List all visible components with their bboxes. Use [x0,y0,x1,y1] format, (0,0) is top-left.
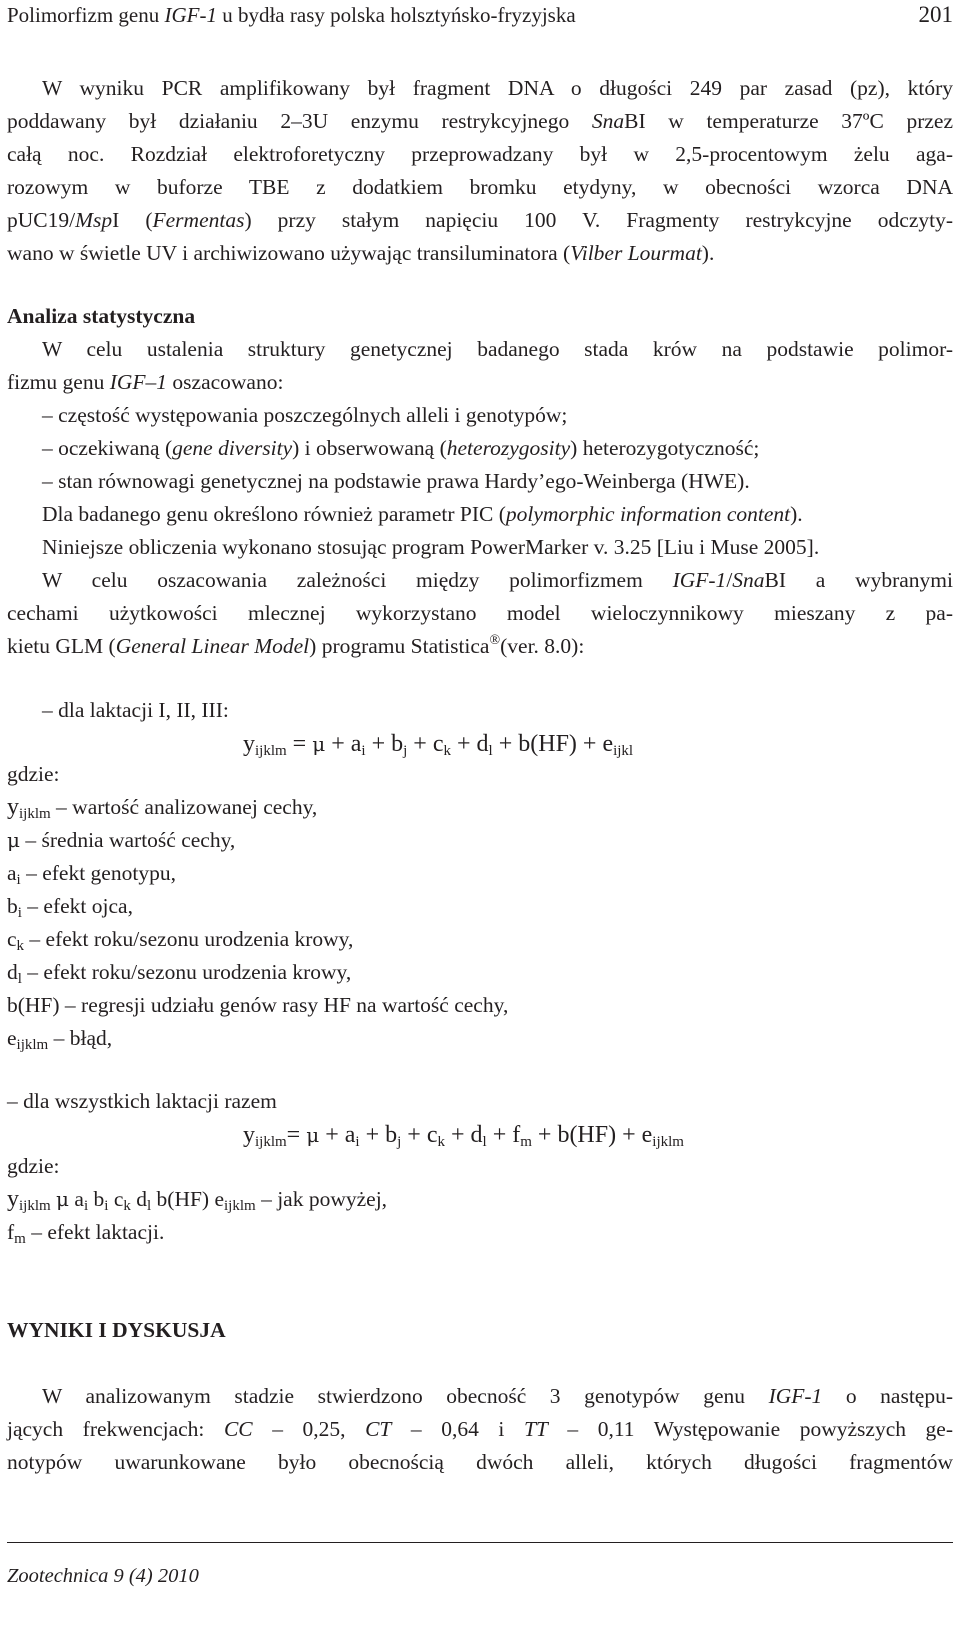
text-line: fizmu genu IGF–1 oszacowano: [7,370,284,394]
stats-section [7,300,953,663]
methods-paragraph [7,72,953,270]
text-line: Niniejsze obliczenia wykonano stosując program PowerMarker v. 3.25 [Liu i Muse 2005]. [42,535,820,559]
text-line: notypów uwarunkowane było obecnością dwóch alleli, których długości fragmentów [7,1450,953,1474]
list-item: – oczekiwaną (gene diversity) i obserwowaną (heterozygosity) heterozygotyczność; [42,436,760,460]
results-section [7,1314,953,1347]
list-item: – stan równowagi genetycznej na podstawie prawa Hardy’ego-Weinberga (HWE). [42,469,750,493]
definition-line: $d_l$ – efekt roku/sezonu urodzenia krowy, [7,960,352,987]
page-number: 201 [918,2,953,27]
definition-line: b(HF) – regresji udziału genów rasy HF na wartość cechy, [7,993,509,1017]
text-line: W celu ustalenia struktury genetycznej badanego stada krów na podstawie polimor- [42,337,953,361]
text-line: cechami użytkowości mlecznej wykorzystano model wieloczynnikowy mieszany z pa- [7,601,953,625]
text-line: pUC19/MspI (Fermentas) przy stałym napięciu 100 V. Fragmenty restrykcyjne odczyty- [7,208,953,232]
model2-section [7,1085,953,1118]
definition-line: $f_m$ – efekt laktacji. [7,1220,165,1247]
gdzie-label: gdzie: [7,762,60,786]
text-line: W wyniku PCR amplifikowany był fragment DNA o długości 249 par zasad (pz), który [42,76,953,100]
text-line: kietu GLM (General Linear Model) programu Statistica®(ver. 8.0): [7,633,585,658]
model-label: – dla wszystkich laktacji razem [7,1089,277,1113]
text-line: W celu oszacowania zależności między polimorfizmem IGF-1/SnaBI a wybranymi [42,568,954,592]
definition-line: $b_i$ – efekt ojca, [7,894,133,921]
definition-line: μ – średnia wartość cechy, [7,828,236,852]
model2-formula: $y_{ijklm}= \mu + a_i + b_j + c_k + d_l + f_m + b(HF) + e_{ijklm}$ [243,1122,684,1150]
text-line: rozowym w buforze TBE z dodatkiem bromku etydyny, w obecności wzorca DNA [7,175,953,199]
section-heading: WYNIKI I DYSKUSJA [7,1318,226,1342]
running-title: Polimorfizm genu IGF-1 u bydła rasy polska holsztyńsko-fryzyjska [7,3,576,27]
text-line: W analizowanym stadzie stwierdzono obecność 3 genotypów genu IGF-1 o następu- [42,1384,953,1408]
text-line: wano w świetle UV i archiwizowano używając transiluminatora (Vilber Lourmat). [7,241,715,265]
journal-footer: Zootechnica 9 (4) 2010 [7,1565,199,1587]
text-line: jących frekwencjach: CC – 0,25, CT – 0,64 i TT – 0,11 Występowanie powyższych ge- [7,1417,953,1441]
definition-line: $c_k$ – efekt roku/sezonu urodzenia krowy, [7,927,354,954]
model2-definitions [7,1150,953,1249]
definition-line: $y_{ijklm}$ – wartość analizowanej cechy, [7,794,318,822]
model1-formula: $y_{ijklm} = \mu + a_i + b_j + c_k + d_l + b(HF) + e_{ijkl}$ [243,731,634,759]
definition-line: $y_{ijklm}$ μ $a_i$ $b_i$ $c_k$ $d_l$ b(HF) $e_{ijklm}$ – jak powyżej, [7,1186,388,1214]
gdzie-label: gdzie: [7,1154,60,1178]
text-line: całą noc. Rozdział elektroforetyczny przeprowadzany był w 2,5-procentowym żelu aga- [7,142,953,166]
footer-rule [7,1542,953,1543]
definition-line: $a_i$ – efekt genotypu, [7,861,176,888]
results-paragraph [7,1380,953,1479]
model1-section [7,694,953,727]
text-line: Dla badanego genu określono również parametr PIC (polymorphic information content). [42,502,803,526]
model-label: – dla laktacji I, II, III: [42,698,229,722]
definition-line: $e_{ijklm}$ – błąd, [7,1026,113,1053]
list-item: – częstość występowania poszczególnych alleli i genotypów; [42,403,568,427]
model1-definitions [7,758,953,1055]
text-line: poddawany był działaniu 2–3U enzymu restrykcyjnego SnaBI w temperaturze 37ºC przez [7,109,953,133]
running-head [7,0,953,30]
section-heading: Analiza statystyczna [7,304,196,328]
